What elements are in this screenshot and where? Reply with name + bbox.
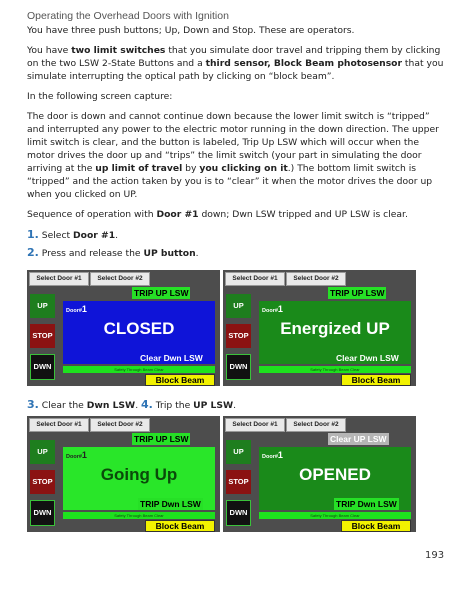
step-3-container: [27, 398, 445, 416]
paragraph-capture-intro: In the following screen capture:: [27, 91, 173, 102]
step-3-4: 3. Clear the Dwn LSW. 4. Trip the UP LSW.: [27, 398, 237, 411]
block-beam-button[interactable]: Block Beam: [145, 374, 215, 386]
down-button[interactable]: DWN: [30, 500, 55, 526]
door-panel-closed: [27, 270, 220, 386]
block-beam-button[interactable]: Block Beam: [145, 520, 215, 532]
step-1: 1. Select Door #1.: [27, 228, 119, 241]
door-status: CLOSED: [103, 319, 175, 338]
block-beam-button[interactable]: Block Beam: [341, 374, 411, 386]
trip-dwn-lsw-button[interactable]: TRIP Dwn LSW: [140, 499, 201, 509]
select-door-1-button[interactable]: Select Door #1: [29, 418, 89, 432]
stop-button[interactable]: STOP: [226, 324, 251, 348]
clear-up-lsw-button[interactable]: Clear UP LSW: [330, 434, 387, 444]
up-button[interactable]: UP: [30, 294, 55, 318]
select-door-2-button[interactable]: Select Door #2: [286, 418, 346, 432]
down-button[interactable]: DWN: [226, 500, 251, 526]
door-panel-opened: [223, 416, 416, 532]
safety-beam-status: Safety Through Beam Clear: [63, 512, 215, 519]
door-status: Going Up: [100, 465, 178, 484]
clear-dwn-lsw-button[interactable]: Clear Dwn LSW: [140, 353, 203, 363]
select-door-1-button[interactable]: Select Door #1: [225, 418, 285, 432]
section-title: Operating the Overhead Doors with Ignition: [27, 10, 229, 22]
safety-beam-status: Safety Through Beam Clear: [259, 366, 411, 373]
select-door-1-button[interactable]: Select Door #1: [29, 272, 89, 286]
door-label: Door#1: [262, 450, 283, 460]
trip-dwn-lsw-button[interactable]: TRIP Dwn LSW: [336, 499, 397, 509]
trip-up-lsw-button[interactable]: TRIP UP LSW: [134, 434, 189, 444]
stop-button[interactable]: STOP: [30, 470, 55, 494]
stop-button[interactable]: STOP: [226, 470, 251, 494]
door-panel-energized-up: [223, 270, 416, 386]
trip-up-lsw-button[interactable]: TRIP UP LSW: [330, 288, 385, 298]
select-door-2-button[interactable]: Select Door #2: [90, 272, 150, 286]
paragraph-limit-switches: You have two limit switches that you simulate door travel and tripping them by clicking on the two LSW 2-State Buttons and a third sensor, Block Beam photosensor that you simulate interrupting the optical path by clicking on “block beam”.: [27, 45, 444, 82]
door-status: Energized UP: [280, 319, 390, 338]
page-content: [27, 10, 445, 264]
page-number: 193: [425, 550, 445, 561]
door-label: Door#1: [66, 304, 87, 314]
screenshot-row-1: [27, 270, 441, 386]
paragraph-intro: You have three push buttons; Up, Down and Stop. These are operators.: [27, 25, 355, 36]
door-label: Door#1: [262, 304, 283, 314]
paragraph-sequence: Sequence of operation with Door #1 down; Dwn LSW tripped and UP LSW is clear.: [27, 209, 408, 220]
down-button[interactable]: DWN: [226, 354, 251, 380]
clear-dwn-lsw-button[interactable]: Clear Dwn LSW: [336, 353, 399, 363]
door-panel-going-up: [27, 416, 220, 532]
up-button[interactable]: UP: [226, 294, 251, 318]
paragraph-explanation: The door is down and cannot continue down because the lower limit switch is “tripped” and interrupted any power to the electric motor running in the down direction. The upper limit switch is clear, and the button is labeled, Trip Up LSW which will occur when the motor drives the door up and “trips” the limit switch (your part in simulating the door arriving at the up limit of travel by you clicking on it.) The bottom limit switch is “tripped” and the action taken by you is to “clear” it when the motor drives the door up when you clicked on UP.: [27, 111, 439, 200]
safety-beam-status: Safety Through Beam Clear: [63, 366, 215, 373]
down-button[interactable]: DWN: [30, 354, 55, 380]
block-beam-button[interactable]: Block Beam: [341, 520, 411, 532]
step-2: 2. Press and release the UP button.: [27, 246, 199, 259]
up-button[interactable]: UP: [30, 440, 55, 464]
door-label: Door#1: [66, 450, 87, 460]
safety-beam-status: Safety Through Beam Clear: [259, 512, 411, 519]
select-door-2-button[interactable]: Select Door #2: [90, 418, 150, 432]
up-button[interactable]: UP: [226, 440, 251, 464]
select-door-2-button[interactable]: Select Door #2: [286, 272, 346, 286]
select-door-1-button[interactable]: Select Door #1: [225, 272, 285, 286]
door-status: OPENED: [299, 465, 371, 484]
screenshot-row-2: [27, 416, 441, 532]
trip-up-lsw-button[interactable]: TRIP UP LSW: [134, 288, 189, 298]
stop-button[interactable]: STOP: [30, 324, 55, 348]
